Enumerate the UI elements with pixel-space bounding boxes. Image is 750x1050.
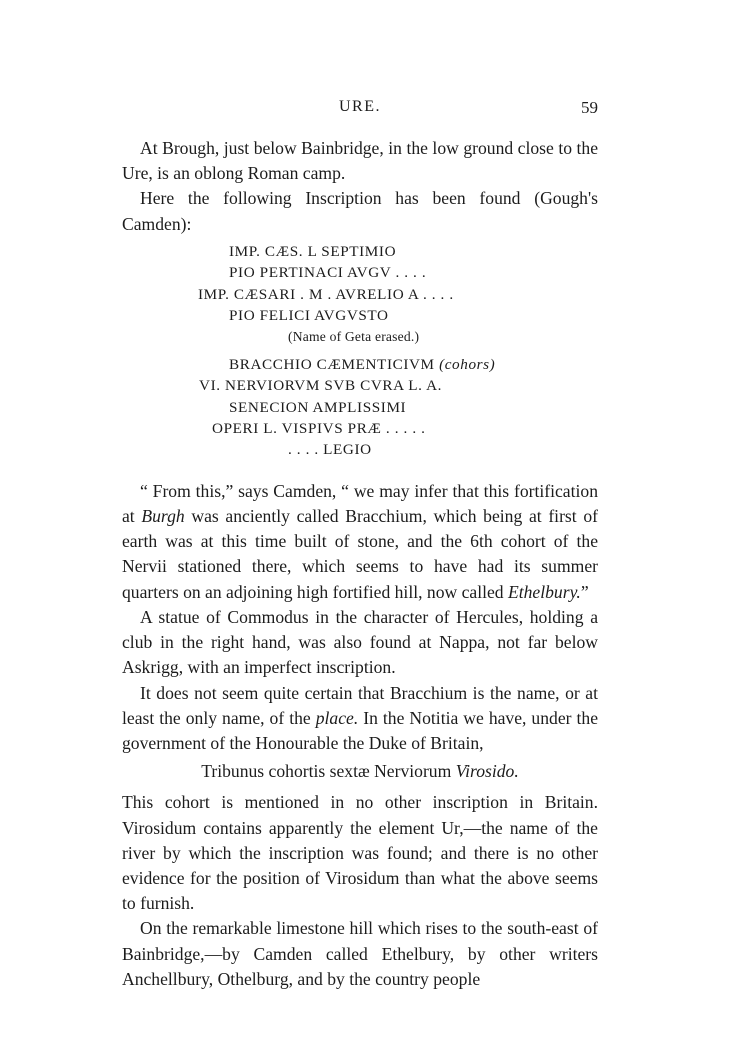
notitia-text: It does not seem quite certain that Bracchium is the name, or at least the only name, of the: [122, 682, 598, 728]
inscription-italic: (cohors): [439, 355, 496, 373]
quote-text: “ From this,” says Camden, “ we may infer that this fortification at: [122, 480, 598, 527]
quote-italic-ethelbury: Ethelbury.: [508, 581, 581, 602]
inscription-line: SENECION AMPLISSIMI: [229, 398, 407, 416]
body-text: [122, 136, 598, 992]
paragraph-camden-quote: [122, 479, 598, 605]
paragraph-inscription-intro: Here the following Inscription has been found (Gough's Camden):: [122, 188, 598, 234]
inscription-line: IMP. CÆS. L SEPTIMIO: [229, 242, 397, 260]
inscription-text: BRACCHIO CÆMENTICIVM: [229, 355, 435, 373]
roman-inscription: [122, 241, 598, 461]
notitia-italic-place: place.: [315, 707, 359, 728]
inscription-line: OPERI L. VISPIVS PRÆ . . . . .: [212, 420, 426, 438]
inscription-note: (Name of Geta erased.): [288, 329, 420, 345]
inscription-line: IMP. CÆSARI . M . AVRELIO A . . . .: [198, 285, 454, 303]
tribunus-italic: Virosido.: [455, 761, 519, 782]
inscription-line: [122, 354, 598, 375]
quote-italic-burgh: Burgh: [141, 506, 185, 527]
quote-text: ”: [580, 581, 589, 602]
inscription-line: PIO PERTINACI AVGV . . . .: [229, 264, 427, 282]
tribunus-line: [122, 759, 598, 784]
page-header: [122, 98, 598, 122]
paragraph-notitia: [122, 681, 598, 757]
tribunus-text: Tribunus cohortis sextæ Nerviorum: [201, 761, 456, 782]
paragraph-statue: A statue of Commodus in the character of Hercules, holding a club in the right hand, was also found at Nappa, not far below Askrigg, with an imperfect inscription.: [122, 606, 598, 678]
paragraph-cohort: This cohort is mentioned in no other inscription in Britain. Virosidum contains apparently the element Ur,—the name of the river by which the inscription was found; and there is no other evidence for the position of Virosidum than what the above seems to furnish.: [122, 792, 598, 914]
running-head: URE.: [339, 98, 381, 115]
paragraph-limestone-hill: On the remarkable limestone hill which rises to the south-east of Bainbridge,—by Camden called Ethelbury, by other writers Anchellbury, Othelburg, and by the country people: [122, 918, 598, 989]
page-number: 59: [581, 98, 598, 117]
quote-text: was anciently called Bracchium, which being at first of earth was at this time built of stone, and the 6th cohort of the Nervii stationed there, which seems to have had its summer quarters on an adjoining high fortified hill, now called: [122, 506, 598, 602]
notitia-text: In the Notitia we have, under the government of the Honourable the Duke of Britain,: [122, 707, 598, 753]
inscription-line: VI. NERVIORVM SVB CVRA L. A.: [199, 377, 443, 395]
inscription-line: PIO FELICI AVGVSTO: [229, 307, 389, 325]
inscription-line: . . . . LEGIO: [288, 441, 372, 459]
paragraph-brough: At Brough, just below Bainbridge, in the low ground close to the Ure, is an oblong Roman camp.: [122, 138, 598, 184]
